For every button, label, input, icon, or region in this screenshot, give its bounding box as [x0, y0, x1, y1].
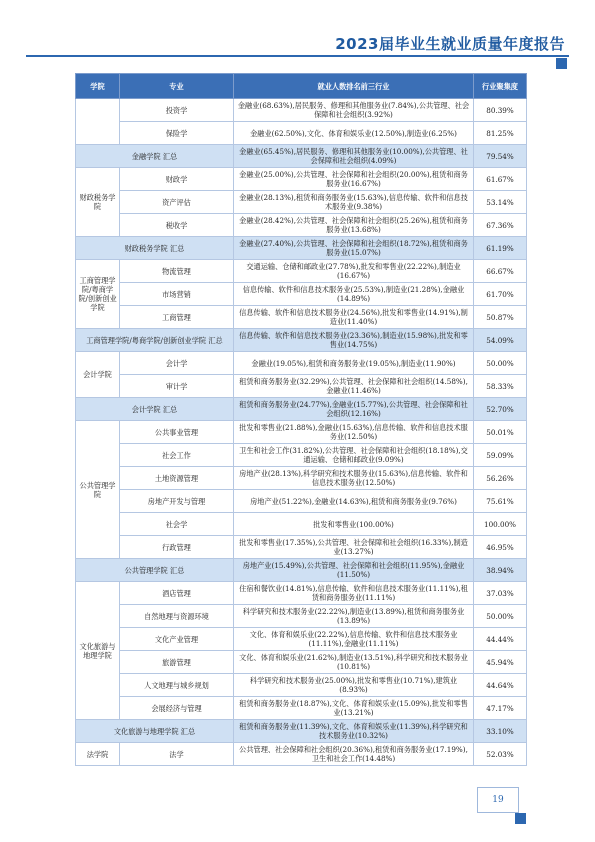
- table-row: [76, 513, 527, 536]
- table-row: [76, 651, 527, 674]
- major-cell: 社会学: [120, 513, 234, 536]
- table-row: [76, 743, 527, 766]
- rate-cell: 44.44%: [474, 628, 527, 651]
- rate-cell: 75.61%: [474, 490, 527, 513]
- college-cell: 法学院: [76, 743, 120, 766]
- subtotal-row: [76, 237, 527, 260]
- col-header-major: 专业: [120, 74, 234, 99]
- subtotal-row: [76, 720, 527, 743]
- industries-cell: 公共管理、社会保障和社会组织(20.36%),租赁和商务服务业(17.19%),卫生和社会工作(14.48%): [234, 743, 474, 766]
- table-row: [76, 99, 527, 122]
- table-row: [76, 490, 527, 513]
- subtotal-row: [76, 559, 527, 582]
- rate-cell: 50.87%: [474, 306, 527, 329]
- subtotal-rate: 33.10%: [474, 720, 527, 743]
- subtotal-industries: 房地产业(15.49%),公共管理、社会保障和社会组织(11.95%),金融业(11.50%): [234, 559, 474, 582]
- industries-cell: 科学研究和技术服务业(22.22%),制造业(13.89%),租赁和商务服务业(13.89%): [234, 605, 474, 628]
- major-cell: 酒店管理: [120, 582, 234, 605]
- industries-cell: 科学研究和技术服务业(25.00%),批发和零售业(10.71%),建筑业(8.93%): [234, 674, 474, 697]
- college-cell: 工商管理学院/粤商学院/创新创业学院: [76, 260, 120, 329]
- industries-cell: 信息传输、软件和信息技术服务业(25.53%),制造业(21.28%),金融业(14.89%): [234, 283, 474, 306]
- rate-cell: 66.67%: [474, 260, 527, 283]
- rate-cell: 61.67%: [474, 168, 527, 191]
- industries-cell: 金融业(68.63%),居民服务、修理和其他服务业(7.84%),公共管理、社会保障和社会组织(3.92%): [234, 99, 474, 122]
- subtotal-row: [76, 145, 527, 168]
- major-cell: 自然地理与资源环境: [120, 605, 234, 628]
- subtotal-label: 财政税务学院 汇总: [76, 237, 234, 260]
- rate-cell: 100.00%: [474, 513, 527, 536]
- rate-cell: 52.03%: [474, 743, 527, 766]
- industries-cell: 批发和零售业(17.35%),公共管理、社会保障和社会组织(16.33%),制造业(13.27%): [234, 536, 474, 559]
- major-cell: 房地产开发与管理: [120, 490, 234, 513]
- industries-cell: 批发和零售业(100.00%): [234, 513, 474, 536]
- industries-cell: 租赁和商务服务业(32.29%),公共管理、社会保障和社会组织(14.58%),金融业(11.46%): [234, 375, 474, 398]
- table-row: [76, 168, 527, 191]
- industries-cell: 金融业(62.50%),文化、体育和娱乐业(12.50%),制造业(6.25%): [234, 122, 474, 145]
- subtotal-rate: 54.09%: [474, 329, 527, 352]
- subtotal-rate: 79.54%: [474, 145, 527, 168]
- rate-cell: 45.94%: [474, 651, 527, 674]
- table-row: [76, 444, 527, 467]
- industries-cell: 文化、体育和娱乐业(22.22%),信息传输、软件和信息技术服务业(11.11%),金融业(11.11%): [234, 628, 474, 651]
- subtotal-label: 公共管理学院 汇总: [76, 559, 234, 582]
- rate-cell: 58.33%: [474, 375, 527, 398]
- header-corner-mark: [556, 58, 567, 69]
- table-row: [76, 674, 527, 697]
- rate-cell: 81.25%: [474, 122, 527, 145]
- subtotal-industries: 金融业(65.45%),居民服务、修理和其他服务业(10.00%),公共管理、社会保障和社会组织(4.09%): [234, 145, 474, 168]
- major-cell: 人文地理与城乡规划: [120, 674, 234, 697]
- subtotal-row: [76, 329, 527, 352]
- major-cell: 社会工作: [120, 444, 234, 467]
- industries-cell: 金融业(28.13%),租赁和商务服务业(15.63%),信息传输、软件和信息技术服务业(9.38%): [234, 191, 474, 214]
- table-row: [76, 421, 527, 444]
- industries-cell: 批发和零售业(21.88%),金融业(15.63%),信息传输、软件和信息技术服务业(12.50%): [234, 421, 474, 444]
- college-cell: [76, 99, 120, 145]
- rate-cell: 46.95%: [474, 536, 527, 559]
- industry-table: [75, 73, 527, 766]
- rate-cell: 61.70%: [474, 283, 527, 306]
- major-cell: 审计学: [120, 375, 234, 398]
- rate-cell: 50.00%: [474, 605, 527, 628]
- subtotal-industries: 信息传输、软件和信息技术服务业(23.36%),制造业(15.98%),批发和零售业(14.75%): [234, 329, 474, 352]
- table-row: [76, 260, 527, 283]
- table-row: [76, 467, 527, 490]
- major-cell: 保险学: [120, 122, 234, 145]
- report-title: 2023届毕业生就业质量年度报告: [335, 35, 565, 53]
- subtotal-label: 文化旅游与地理学院 汇总: [76, 720, 234, 743]
- subtotal-rate: 38.94%: [474, 559, 527, 582]
- major-cell: 土地资源管理: [120, 467, 234, 490]
- col-header-college: 学院: [76, 74, 120, 99]
- major-cell: 工商管理: [120, 306, 234, 329]
- table-row: [76, 191, 527, 214]
- subtotal-row: [76, 398, 527, 421]
- table-row: [76, 605, 527, 628]
- table-row: [76, 375, 527, 398]
- subtotal-industries: 金融业(27.40%),公共管理、社会保障和社会组织(18.72%),租赁和商务服务业(15.07%): [234, 237, 474, 260]
- college-cell: 财政税务学院: [76, 168, 120, 237]
- subtotal-label: 金融学院 汇总: [76, 145, 234, 168]
- subtotal-rate: 61.19%: [474, 237, 527, 260]
- page-number: 19: [477, 787, 519, 813]
- subtotal-label: 工商管理学院/粤商学院/创新创业学院 汇总: [76, 329, 234, 352]
- col-header-industries: 就业人数排名前三行业: [234, 74, 474, 99]
- major-cell: 行政管理: [120, 536, 234, 559]
- rate-cell: 44.64%: [474, 674, 527, 697]
- table-row: [76, 697, 527, 720]
- industries-cell: 信息传输、软件和信息技术服务业(24.56%),批发和零售业(14.91%),制造业(11.40%): [234, 306, 474, 329]
- major-cell: 法学: [120, 743, 234, 766]
- table-row: [76, 214, 527, 237]
- rate-cell: 50.00%: [474, 352, 527, 375]
- table-row: [76, 582, 527, 605]
- rate-cell: 47.17%: [474, 697, 527, 720]
- header-divider: [26, 55, 569, 57]
- college-cell: 公共管理学院: [76, 421, 120, 559]
- table-row: [76, 122, 527, 145]
- table-row: [76, 306, 527, 329]
- rate-cell: 56.26%: [474, 467, 527, 490]
- major-cell: 会计学: [120, 352, 234, 375]
- subtotal-label: 会计学院 汇总: [76, 398, 234, 421]
- industries-cell: 卫生和社会工作(31.82%),公共管理、社会保障和社会组织(18.18%),交通运输、仓储和邮政业(9.09%): [234, 444, 474, 467]
- industries-cell: 房地产业(51.22%),金融业(14.63%),租赁和商务服务业(9.76%): [234, 490, 474, 513]
- major-cell: 税收学: [120, 214, 234, 237]
- major-cell: 财政学: [120, 168, 234, 191]
- industries-cell: 房地产业(28.13%),科学研究和技术服务业(15.63%),信息传输、软件和信息技术服务业(12.50%): [234, 467, 474, 490]
- rate-cell: 67.36%: [474, 214, 527, 237]
- major-cell: 物流管理: [120, 260, 234, 283]
- industries-cell: 文化、体育和娱乐业(21.62%),制造业(13.51%),科学研究和技术服务业(10.81%): [234, 651, 474, 674]
- rate-cell: 50.01%: [474, 421, 527, 444]
- rate-cell: 37.03%: [474, 582, 527, 605]
- table-row: [76, 628, 527, 651]
- major-cell: 投资学: [120, 99, 234, 122]
- industries-cell: 租赁和商务服务业(18.87%),文化、体育和娱乐业(15.09%),批发和零售业(13.21%): [234, 697, 474, 720]
- table-row: [76, 283, 527, 306]
- table-row: [76, 352, 527, 375]
- college-cell: 文化旅游与地理学院: [76, 582, 120, 720]
- table-body: [76, 99, 527, 766]
- industries-cell: 交通运输、仓储和邮政业(27.78%),批发和零售业(22.22%),制造业(16.67%): [234, 260, 474, 283]
- rate-cell: 59.09%: [474, 444, 527, 467]
- subtotal-industries: 租赁和商务服务业(11.39%),文化、体育和娱乐业(11.39%),科学研究和技术服务业(10.32%): [234, 720, 474, 743]
- major-cell: 公共事业管理: [120, 421, 234, 444]
- subtotal-industries: 租赁和商务服务业(24.77%),金融业(15.77%),公共管理、社会保障和社会组织(12.16%): [234, 398, 474, 421]
- rate-cell: 53.14%: [474, 191, 527, 214]
- industries-cell: 金融业(25.00%),公共管理、社会保障和社会组织(20.00%),租赁和商务服务业(16.67%): [234, 168, 474, 191]
- industries-cell: 住宿和餐饮业(14.81%),信息传输、软件和信息技术服务业(11.11%),租赁和商务服务业(11.11%): [234, 582, 474, 605]
- industries-cell: 金融业(28.42%),公共管理、社会保障和社会组织(25.26%),租赁和商务服务业(13.68%): [234, 214, 474, 237]
- rate-cell: 80.39%: [474, 99, 527, 122]
- table-row: [76, 536, 527, 559]
- col-header-rate: 行业聚集度: [474, 74, 527, 99]
- table-header-row: [76, 74, 527, 99]
- major-cell: 资产评估: [120, 191, 234, 214]
- subtotal-rate: 52.70%: [474, 398, 527, 421]
- industries-cell: 金融业(19.05%),租赁和商务服务业(19.05%),制造业(11.90%): [234, 352, 474, 375]
- college-cell: 会计学院: [76, 352, 120, 398]
- major-cell: 文化产业管理: [120, 628, 234, 651]
- footer-corner-mark: [515, 813, 526, 824]
- major-cell: 旅游管理: [120, 651, 234, 674]
- major-cell: 会展经济与管理: [120, 697, 234, 720]
- major-cell: 市场营销: [120, 283, 234, 306]
